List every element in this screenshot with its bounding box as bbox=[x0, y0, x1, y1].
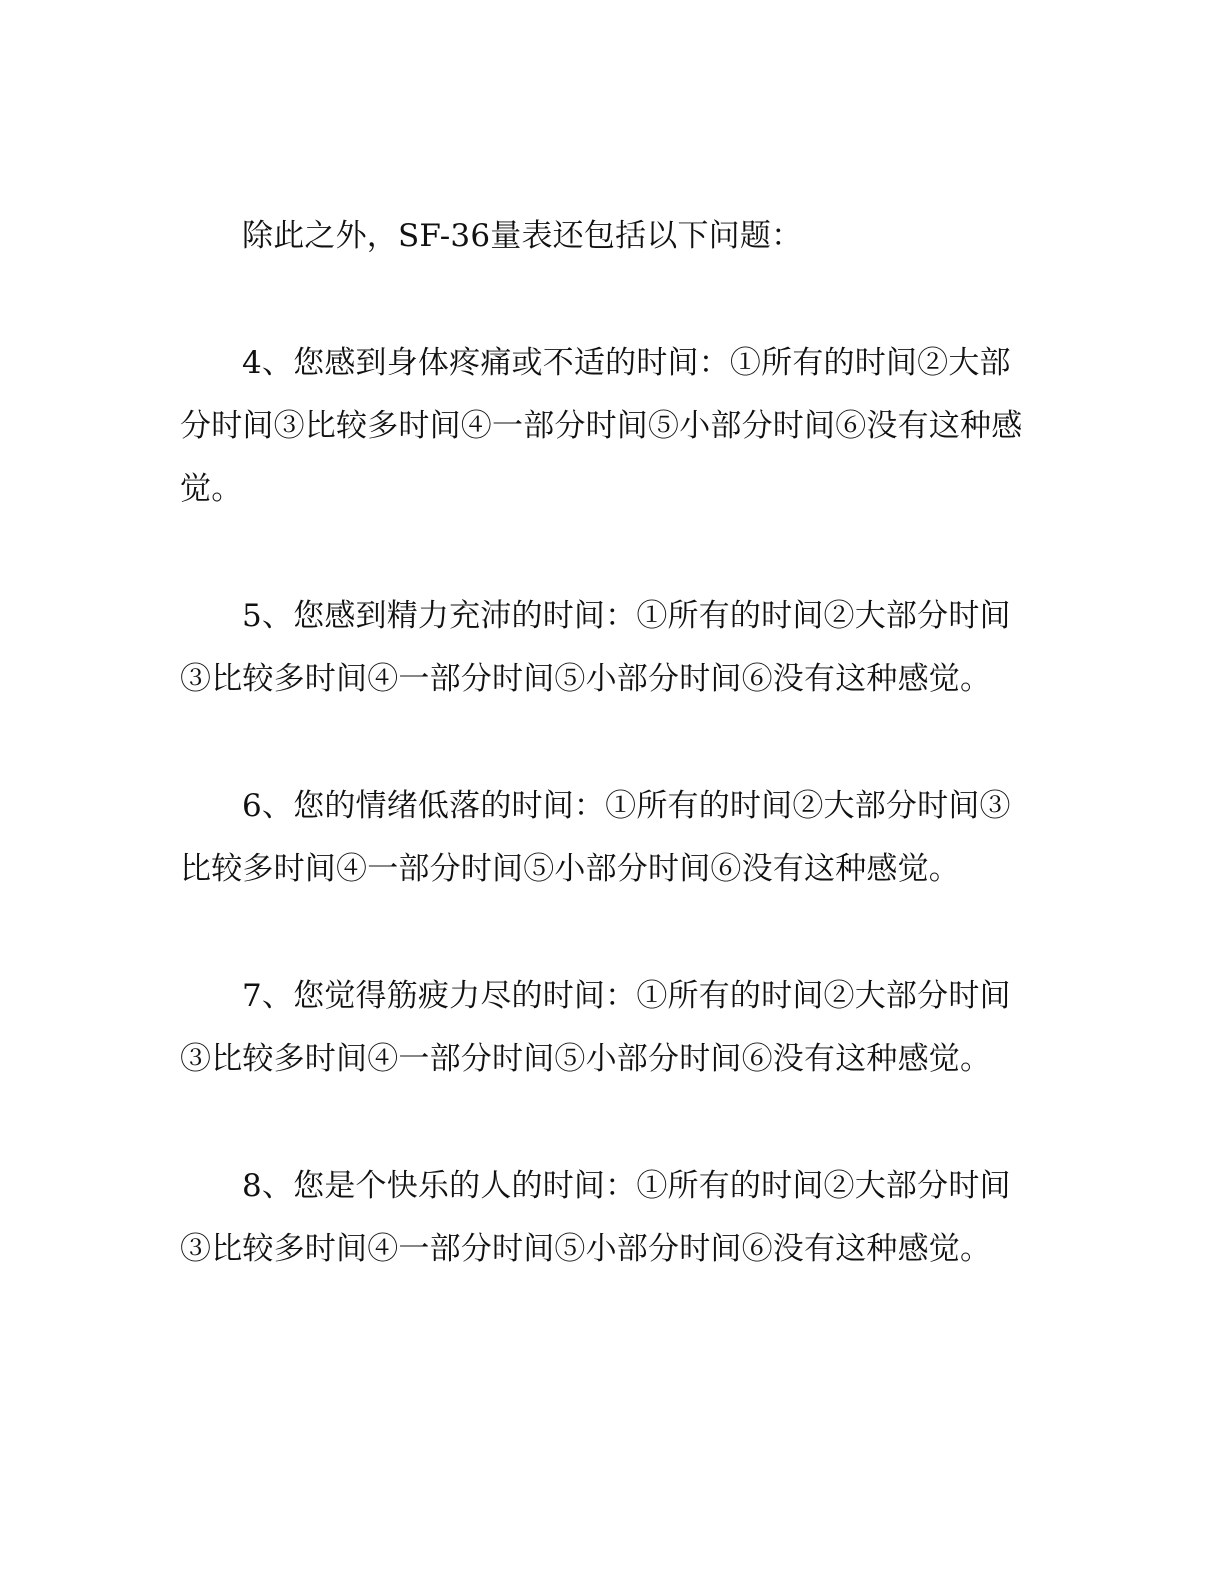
question-4-paragraph: 4、您感到身体疼痛或不适的时间：①所有的时间②大部分时间③比较多时间④一部分时间⑤小部分时间⑥没有这种感觉。 bbox=[180, 345, 1023, 507]
document-body bbox=[180, 205, 1040, 1345]
question-7-paragraph: 7、您觉得筋疲力尽的时间：①所有的时间②大部分时间③比较多时间④一部分时间⑤小部分时间⑥没有这种感觉。 bbox=[180, 978, 1011, 1077]
intro-paragraph: 除此之外，SF-36量表还包括以下问题： bbox=[242, 218, 803, 254]
question-6-paragraph: 6、您的情绪低落的时间：①所有的时间②大部分时间③比较多时间④一部分时间⑤小部分时间⑥没有这种感觉。 bbox=[180, 788, 1011, 887]
question-8-paragraph: 8、您是个快乐的人的时间：①所有的时间②大部分时间③比较多时间④一部分时间⑤小部分时间⑥没有这种感觉。 bbox=[180, 1168, 1011, 1267]
question-5-paragraph: 5、您感到精力充沛的时间：①所有的时间②大部分时间③比较多时间④一部分时间⑤小部分时间⑥没有这种感觉。 bbox=[180, 598, 1011, 697]
